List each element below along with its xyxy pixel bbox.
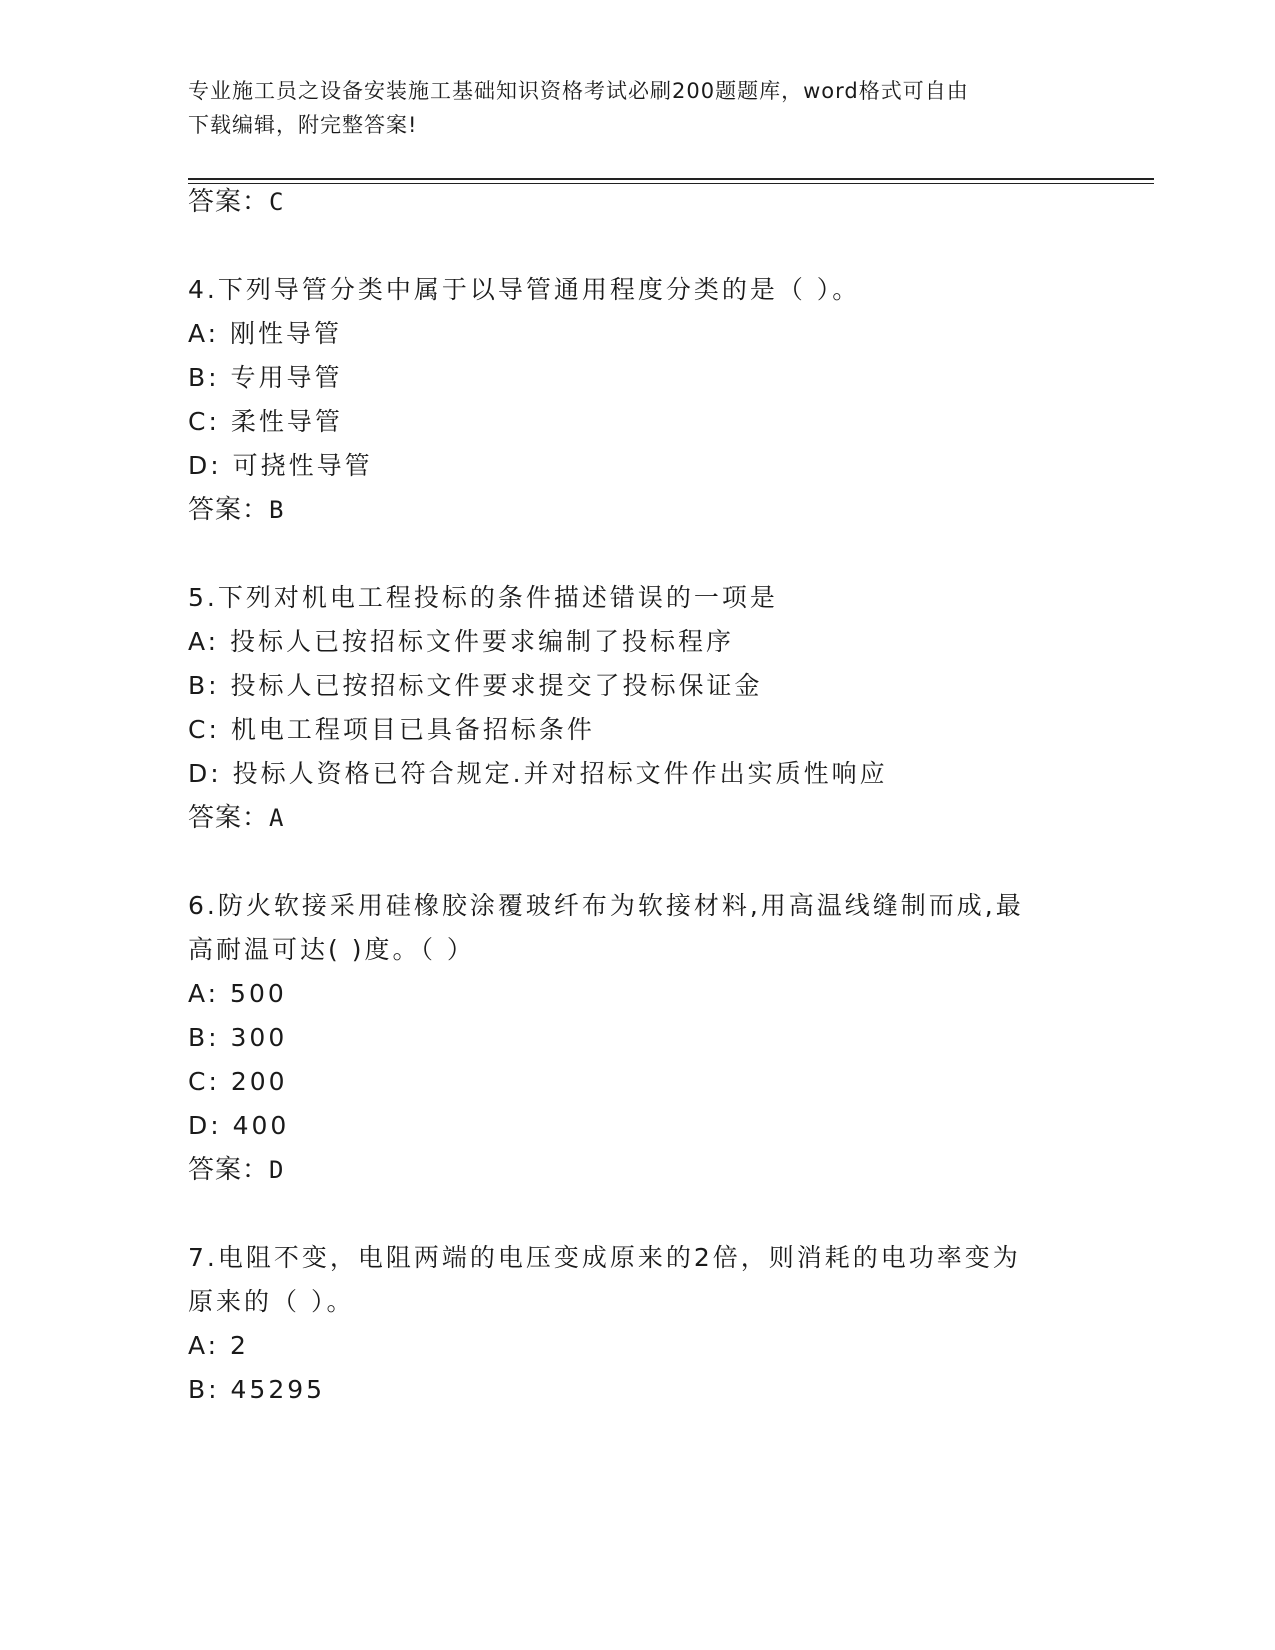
q7-stem-line-2: 原来的（ ）。	[188, 1287, 355, 1316]
q4-option-d: D: 可挠性导管	[188, 451, 373, 480]
q6-answer	[188, 1154, 284, 1186]
q6-option-c: C: 200	[188, 1067, 288, 1096]
q4-option-a: A: 刚性导管	[188, 319, 343, 348]
answer-prefix: 答案：	[188, 1155, 270, 1185]
answer-prefix: 答案：	[188, 803, 270, 833]
answer-prefix: 答案：	[188, 187, 270, 217]
answer-prefix: 答案：	[188, 495, 270, 525]
header-title-line-1: 专业施工员之设备安装施工基础知识资格考试必刷200题题库，word格式可自由	[188, 79, 969, 103]
q7-stem-line-1: 7.电阻不变，电阻两端的电压变成原来的2倍，则消耗的电功率变为	[188, 1243, 1021, 1272]
q4-option-c: C: 柔性导管	[188, 407, 343, 436]
q5-option-c: C: 机电工程项目已具备招标条件	[188, 715, 595, 744]
q5-option-a: A: 投标人已按招标文件要求编制了投标程序	[188, 627, 735, 656]
q7-option-b: B: 45295	[188, 1375, 326, 1404]
q5-option-b: B: 投标人已按招标文件要求提交了投标保证金	[188, 671, 763, 700]
document-header	[188, 74, 1088, 142]
q5-option-d: D: 投标人资格已符合规定.并对招标文件作出实质性响应	[188, 759, 888, 788]
q4-stem: 4.下列导管分类中属于以导管通用程度分类的是（ ）。	[188, 275, 861, 304]
answer-value: D	[269, 1156, 285, 1184]
header-title-line-2: 下载编辑，附完整答案!	[188, 113, 418, 137]
q6-option-b: B: 300	[188, 1023, 288, 1052]
answer-value: B	[269, 496, 285, 524]
answer-value: C	[269, 188, 285, 216]
answer-value: A	[269, 804, 285, 832]
q4-option-b: B: 专用导管	[188, 363, 343, 392]
q4-answer	[188, 494, 284, 526]
q6-stem-line-2: 高耐温可达( )度。（ ）	[188, 935, 475, 964]
q6-stem-line-1: 6.防火软接采用硅橡胶涂覆玻纤布为软接材料,用高温线缝制而成,最	[188, 891, 1024, 920]
q5-stem: 5.下列对机电工程投标的条件描述错误的一项是	[188, 583, 778, 612]
header-divider-thick	[188, 178, 1154, 180]
q3-answer	[188, 186, 284, 218]
header-divider-thin	[188, 183, 1154, 184]
q6-option-d: D: 400	[188, 1111, 290, 1140]
q5-answer	[188, 802, 284, 834]
q6-option-a: A: 500	[188, 979, 287, 1008]
q7-option-a: A: 2	[188, 1331, 249, 1360]
